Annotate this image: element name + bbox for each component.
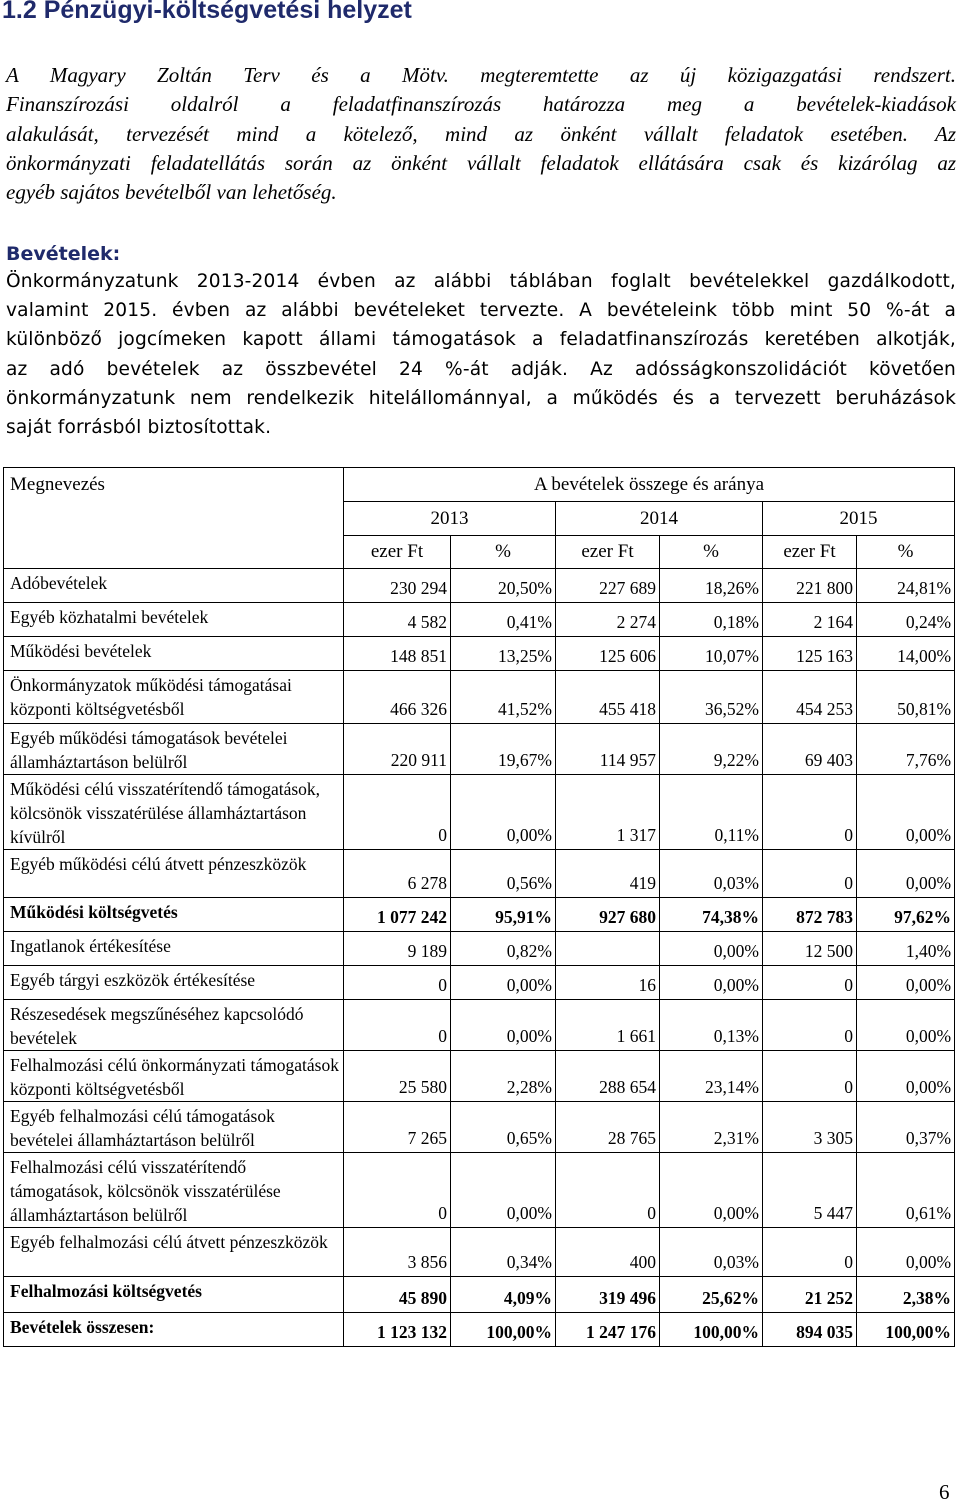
amount-cell: 0 bbox=[763, 1051, 857, 1102]
percent-cell: 9,22% bbox=[660, 724, 763, 775]
percent-cell: 0,56% bbox=[451, 850, 556, 898]
amount-cell: 0 bbox=[763, 850, 857, 898]
percent-cell: 0,00% bbox=[660, 966, 763, 1000]
row-label: Részesedések megszűnéséhez kapcsolódó bevételek bbox=[4, 1000, 344, 1051]
percent-cell: 95,91% bbox=[451, 898, 556, 932]
revenues-line: önkormányzatunk nem rendelkezik hitelállománnyal, a működés és a tervezett beruházások bbox=[6, 387, 956, 409]
revenue-table bbox=[3, 467, 955, 1347]
intro-line: Finanszírozási oldalról a feladatfinanszírozás határozza meg a bevételek-kiadások bbox=[6, 92, 956, 117]
percent-cell: 0,00% bbox=[857, 775, 955, 850]
amount-cell: 454 253 bbox=[763, 671, 857, 724]
percent-cell: 23,14% bbox=[660, 1051, 763, 1102]
year-header: 2015 bbox=[763, 502, 955, 536]
percent-cell: 0,13% bbox=[660, 1000, 763, 1051]
percent-cell: 0,34% bbox=[451, 1228, 556, 1277]
intro-line: A Magyary Zoltán Terv és a Mötv. megteremtette az új közigazgatási rendszert. bbox=[6, 63, 956, 87]
amount-cell: 1 661 bbox=[556, 1000, 660, 1051]
percent-cell: 13,25% bbox=[451, 637, 556, 671]
amount-cell: 319 496 bbox=[556, 1277, 660, 1313]
amount-cell: 0 bbox=[763, 1000, 857, 1051]
revenues-paragraph bbox=[6, 267, 956, 442]
unit-header: % bbox=[660, 536, 763, 569]
row-label: Egyéb tárgyi eszközök értékesítése bbox=[4, 966, 344, 1000]
row-label: Egyéb felhalmozási célú átvett pénzeszközök bbox=[4, 1228, 344, 1277]
amount-cell: 466 326 bbox=[344, 671, 451, 724]
amount-cell bbox=[556, 932, 660, 966]
percent-cell: 0,00% bbox=[451, 775, 556, 850]
percent-cell: 0,37% bbox=[857, 1102, 955, 1153]
percent-cell: 0,61% bbox=[857, 1153, 955, 1228]
row-label: Egyéb működési célú átvett pénzeszközök bbox=[4, 850, 344, 898]
percent-cell: 0,00% bbox=[451, 1153, 556, 1228]
revenues-line: Önkormányzatunk 2013-2014 évben az alábbi táblában foglalt bevételekkel gazdálkodott, bbox=[6, 271, 956, 292]
amount-cell: 0 bbox=[344, 1153, 451, 1228]
amount-cell: 0 bbox=[763, 775, 857, 850]
intro-line: alakulását, tervezését mind a kötelező, mind az önként vállalt feladatok esetében. Az bbox=[6, 121, 956, 146]
percent-cell: 100,00% bbox=[451, 1313, 556, 1347]
percent-cell: 41,52% bbox=[451, 671, 556, 724]
percent-cell: 4,09% bbox=[451, 1277, 556, 1313]
amount-cell: 221 800 bbox=[763, 569, 857, 603]
amount-cell: 69 403 bbox=[763, 724, 857, 775]
percent-cell: 100,00% bbox=[660, 1313, 763, 1347]
amount-cell: 0 bbox=[763, 1228, 857, 1277]
amount-cell: 2 274 bbox=[556, 603, 660, 637]
amount-cell: 7 265 bbox=[344, 1102, 451, 1153]
row-label: Adóbevételek bbox=[4, 569, 344, 603]
row-label: Felhalmozási költségvetés bbox=[4, 1277, 344, 1313]
percent-cell: 0,41% bbox=[451, 603, 556, 637]
revenues-line: különböző jogcímeken kapott állami támogatások a feladatfinanszírozás keretében alkotják, bbox=[6, 329, 956, 351]
amount-cell: 0 bbox=[556, 1153, 660, 1228]
percent-cell: 0,00% bbox=[660, 1153, 763, 1228]
table-row bbox=[4, 775, 955, 850]
amount-cell: 227 689 bbox=[556, 569, 660, 603]
amount-cell: 1 247 176 bbox=[556, 1313, 660, 1347]
percent-cell: 0,00% bbox=[857, 850, 955, 898]
percent-cell: 7,76% bbox=[857, 724, 955, 775]
percent-cell: 0,00% bbox=[857, 1051, 955, 1102]
amount-cell: 9 189 bbox=[344, 932, 451, 966]
amount-cell: 400 bbox=[556, 1228, 660, 1277]
percent-cell: 25,62% bbox=[660, 1277, 763, 1313]
year-header: 2013 bbox=[344, 502, 556, 536]
amount-cell: 419 bbox=[556, 850, 660, 898]
section-title: 1.2 Pénzügyi-költségvetési helyzet bbox=[2, 0, 412, 24]
amount-cell: 45 890 bbox=[344, 1277, 451, 1313]
unit-header: % bbox=[857, 536, 955, 569]
intro-paragraph bbox=[6, 61, 956, 207]
amount-cell: 25 580 bbox=[344, 1051, 451, 1102]
revenues-heading: Bevételek: bbox=[6, 243, 121, 265]
percent-cell: 0,00% bbox=[857, 1000, 955, 1051]
amount-cell: 894 035 bbox=[763, 1313, 857, 1347]
amount-cell: 148 851 bbox=[344, 637, 451, 671]
amount-cell: 6 278 bbox=[344, 850, 451, 898]
row-label: Egyéb működési támogatások bevételei államháztartáson belülről bbox=[4, 724, 344, 775]
amount-cell: 288 654 bbox=[556, 1051, 660, 1102]
group-header: A bevételek összege és aránya bbox=[344, 468, 955, 502]
amount-cell: 0 bbox=[344, 775, 451, 850]
table-row bbox=[4, 966, 955, 1000]
amount-cell: 0 bbox=[344, 1000, 451, 1051]
amount-cell: 125 606 bbox=[556, 637, 660, 671]
amount-cell: 4 582 bbox=[344, 603, 451, 637]
table-row bbox=[4, 603, 955, 637]
unit-header: ezer Ft bbox=[556, 536, 660, 569]
revenues-line: az adó bevételek az összbevétel 24 %-át adják. Az adósságkonszolidációt követően bbox=[6, 358, 956, 380]
table-row bbox=[4, 637, 955, 671]
amount-cell: 2 164 bbox=[763, 603, 857, 637]
intro-line: önkormányzati feladatellátás során az önként vállalt feladatok ellátására csak és kizárólag az bbox=[6, 150, 956, 175]
table-row bbox=[4, 671, 955, 724]
amount-cell: 21 252 bbox=[763, 1277, 857, 1313]
amount-cell: 28 765 bbox=[556, 1102, 660, 1153]
percent-cell: 36,52% bbox=[660, 671, 763, 724]
amount-cell: 1 123 132 bbox=[344, 1313, 451, 1347]
table-row bbox=[4, 569, 955, 603]
row-label: Működési költségvetés bbox=[4, 898, 344, 932]
name-column-header: Megnevezés bbox=[4, 468, 344, 569]
intro-line: egyéb sajátos bevételből van lehetőség. bbox=[6, 180, 337, 205]
percent-cell: 2,31% bbox=[660, 1102, 763, 1153]
row-label: Felhalmozási célú visszatérítendő támogatások, kölcsönök visszatérülése államháztartáson belülről bbox=[4, 1153, 344, 1228]
table-row bbox=[4, 1102, 955, 1153]
amount-cell: 872 783 bbox=[763, 898, 857, 932]
revenues-line: valamint 2015. évben az alábbi bevételeket tervezte. A bevételeink több mint 50 %-át a bbox=[6, 300, 956, 322]
page-number: 6 bbox=[939, 1480, 950, 1504]
year-header: 2014 bbox=[556, 502, 763, 536]
percent-cell: 0,03% bbox=[660, 850, 763, 898]
percent-cell: 18,26% bbox=[660, 569, 763, 603]
percent-cell: 0,00% bbox=[451, 966, 556, 1000]
percent-cell: 2,28% bbox=[451, 1051, 556, 1102]
table-row bbox=[4, 1000, 955, 1051]
amount-cell: 3 856 bbox=[344, 1228, 451, 1277]
unit-header: ezer Ft bbox=[763, 536, 857, 569]
percent-cell: 0,18% bbox=[660, 603, 763, 637]
table-row bbox=[4, 1228, 955, 1277]
row-label: Egyéb közhatalmi bevételek bbox=[4, 603, 344, 637]
amount-cell: 1 317 bbox=[556, 775, 660, 850]
amount-cell: 125 163 bbox=[763, 637, 857, 671]
row-label: Működési bevételek bbox=[4, 637, 344, 671]
amount-cell: 0 bbox=[344, 966, 451, 1000]
amount-cell: 0 bbox=[763, 966, 857, 1000]
percent-cell: 74,38% bbox=[660, 898, 763, 932]
percent-cell: 14,00% bbox=[857, 637, 955, 671]
amount-cell: 12 500 bbox=[763, 932, 857, 966]
amount-cell: 455 418 bbox=[556, 671, 660, 724]
unit-header: % bbox=[451, 536, 556, 569]
percent-cell: 0,00% bbox=[857, 966, 955, 1000]
percent-cell: 0,00% bbox=[857, 1228, 955, 1277]
percent-cell: 2,38% bbox=[857, 1277, 955, 1313]
revenues-line: saját forrásból biztosítottak. bbox=[6, 417, 272, 439]
percent-cell: 0,11% bbox=[660, 775, 763, 850]
amount-cell: 3 305 bbox=[763, 1102, 857, 1153]
table-row bbox=[4, 1051, 955, 1102]
amount-cell: 927 680 bbox=[556, 898, 660, 932]
percent-cell: 100,00% bbox=[857, 1313, 955, 1347]
percent-cell: 97,62% bbox=[857, 898, 955, 932]
percent-cell: 20,50% bbox=[451, 569, 556, 603]
row-label: Bevételek összesen: bbox=[4, 1313, 344, 1347]
amount-cell: 1 077 242 bbox=[344, 898, 451, 932]
percent-cell: 0,24% bbox=[857, 603, 955, 637]
row-label: Ingatlanok értékesítése bbox=[4, 932, 344, 966]
table-row bbox=[4, 1153, 955, 1228]
percent-cell: 0,00% bbox=[451, 1000, 556, 1051]
row-label: Egyéb felhalmozási célú támogatások bevételei államháztartáson belülről bbox=[4, 1102, 344, 1153]
amount-cell: 5 447 bbox=[763, 1153, 857, 1228]
percent-cell: 0,82% bbox=[451, 932, 556, 966]
percent-cell: 10,07% bbox=[660, 637, 763, 671]
table-body bbox=[4, 569, 955, 1347]
percent-cell: 1,40% bbox=[857, 932, 955, 966]
table-row bbox=[4, 850, 955, 898]
row-label: Működési célú visszatérítendő támogatások, kölcsönök visszatérülése államháztartáson kívülről bbox=[4, 775, 344, 850]
unit-header: ezer Ft bbox=[344, 536, 451, 569]
amount-cell: 220 911 bbox=[344, 724, 451, 775]
percent-cell: 0,65% bbox=[451, 1102, 556, 1153]
row-label: Önkormányzatok működési támogatásai központi költségvetésből bbox=[4, 671, 344, 724]
percent-cell: 50,81% bbox=[857, 671, 955, 724]
percent-cell: 24,81% bbox=[857, 569, 955, 603]
row-label: Felhalmozási célú önkormányzati támogatások központi költségvetésből bbox=[4, 1051, 344, 1102]
percent-cell: 19,67% bbox=[451, 724, 556, 775]
amount-cell: 16 bbox=[556, 966, 660, 1000]
amount-cell: 114 957 bbox=[556, 724, 660, 775]
percent-cell: 0,00% bbox=[660, 932, 763, 966]
table-row bbox=[4, 724, 955, 775]
table-row bbox=[4, 1313, 955, 1347]
percent-cell: 0,03% bbox=[660, 1228, 763, 1277]
table-row bbox=[4, 932, 955, 966]
table-row bbox=[4, 898, 955, 932]
table-row bbox=[4, 1277, 955, 1313]
amount-cell: 230 294 bbox=[344, 569, 451, 603]
